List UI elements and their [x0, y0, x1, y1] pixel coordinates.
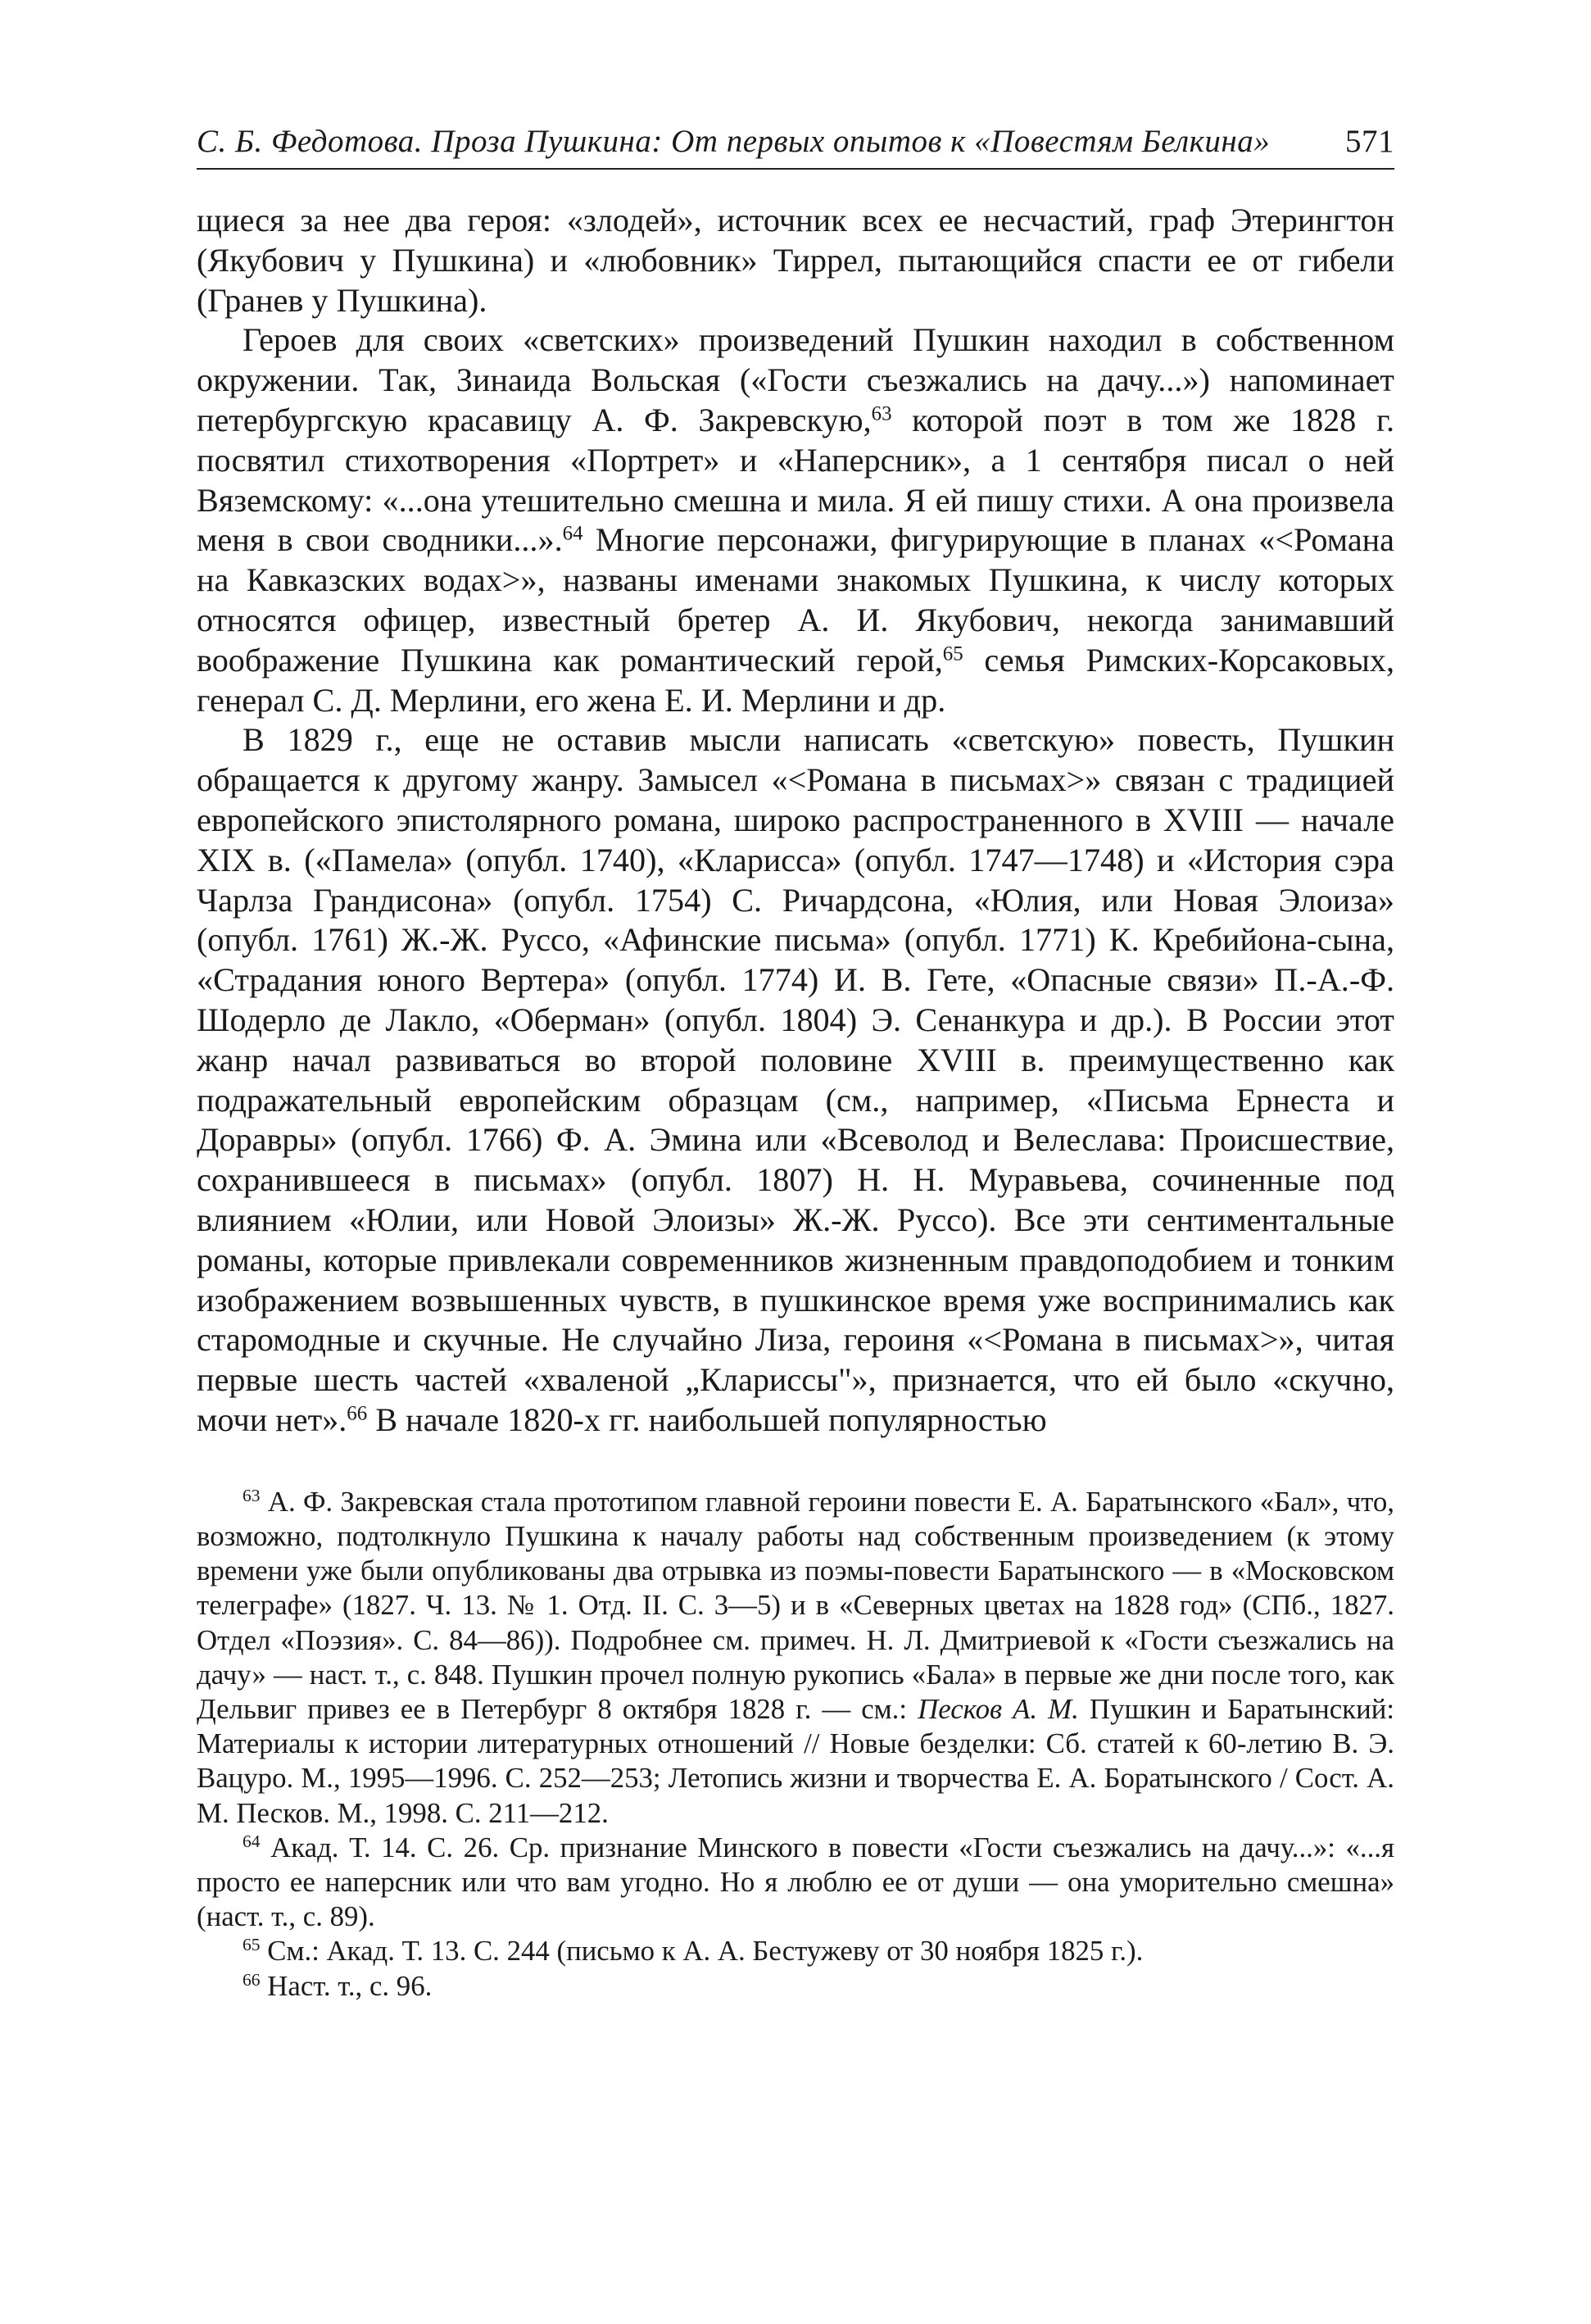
footnote-63-number: 63 — [243, 1485, 261, 1505]
footnote-63-text-a: А. Ф. Закревская стала прототипом главной героини повести Е. А. Баратынского «Бал», что, возможно, подтолкнуло Пушкина к началу работы над собственным произведением (к этому времени уже были опубликованы два отрывка из поэмы-повести Баратынского — в «Московском телеграфе» (1827. Ч. 13. № 1. Отд. II. С. 3—5) и в «Северных цветах на 1828 год» (СПб., 1827. Отдел «Поэзия». С. 84—86)). Подробнее см. примеч. Н. Л. Дмитриевой к «Гости съезжались на дачу» — наст. т., с. 848. Пушкин прочел полную рукопись «Бала» в первые же дни после того, как Дельвиг привез ее в Петербург 8 октября 1828 г. — см.: — [197, 1485, 1394, 1725]
footnote-63-text-b: Пушкин и Баратынский: Материалы к истории литературных отношений // Новые безделки: Сб. статей к 60-летию В. Э. Вацуро. М., 1995—1996. С. 252—253; Летопись жизни и творчества Е. А. Боратынского / Сост. А. М. Песков. М., 1998. С. 211—212. — [197, 1692, 1394, 1829]
footnote-63-author: Песков А. М. — [918, 1692, 1079, 1725]
footnote-66 — [197, 1969, 1394, 2004]
paragraph-2 — [197, 320, 1394, 720]
book-page — [197, 123, 1394, 2004]
page-number: 571 — [1345, 124, 1394, 159]
footnote-64-text: Акад. Т. 14. С. 26. Ср. признание Минского в повести «Гости съезжались на дачу...»: «...я просто ее наперсник или что вам угодно. Но я люблю ее от души — она уморительно смешна» (наст. т., с. 89). — [197, 1831, 1394, 1933]
footnote-63 — [197, 1485, 1394, 1831]
footnote-66-text: Наст. т., с. 96. — [260, 1969, 433, 2002]
paragraph-2-part-a: Героев для своих «светских» произведений Пушкин находил в собственном окружении. Так, Зинаида Вольская («Гости съезжались на дачу...») напоминает петербургскую красавицу А. Ф. Закревскую, — [197, 321, 1394, 438]
paragraph-2-part-b: которой поэт в том же 1828 г. посвятил стихотворения «Портрет» и «Наперсник», а 1 сентября писал о ней Вяземскому: «...она утешительно смешна и мила. Я ей пишу стихи. А она произвела меня в свои сводники...». — [197, 401, 1395, 559]
paragraph-2-part-d: семья Римских-Корсаковых, генерал С. Д. Мерлини, его жена Е. И. Мерлини и др. — [197, 641, 1394, 719]
footnote-64-number: 64 — [243, 1831, 261, 1851]
paragraph-1: щиеся за нее два героя: «злодей», источник всех ее несчастий, граф Этерингтон (Якубович у Пушкина) и «любовник» Тиррел, пытающийся спасти ее от гибели (Гранев у Пушкина). — [197, 202, 1394, 319]
footnote-64 — [197, 1831, 1394, 1935]
running-head — [197, 123, 1394, 170]
main-text — [197, 201, 1394, 1441]
footnote-65-number: 65 — [243, 1935, 261, 1955]
footnote-ref-63[interactable]: 63 — [871, 402, 892, 425]
footnote-ref-65[interactable]: 65 — [942, 642, 963, 665]
footnote-65 — [197, 1934, 1394, 1968]
paragraph-2-part-c: Многие персонажи, фигурирующие в планах «<Романа на Кавказских водах>», названы именами знакомых Пушкина, к числу которых относятся офицер, известный бретер А. И. Якубович, некогда занимавший воображение Пушкина как романтический герой, — [197, 521, 1394, 679]
paragraph-3 — [197, 720, 1394, 1440]
footnotes — [197, 1485, 1394, 2004]
paragraph-3-part-b: В начале 1820-х гг. наибольшей популярностью — [367, 1400, 1047, 1438]
footnote-65-text: См.: Акад. Т. 13. С. 244 (письмо к А. А. Бестужеву от 30 ноября 1825 г.). — [260, 1935, 1144, 1968]
footnote-ref-64[interactable]: 64 — [562, 522, 583, 545]
paragraph-3-part-a: В 1829 г., еще не оставив мысли написать «светскую» повесть, Пушкин обращается к другому жанру. Замысел «<Романа в письмах>» связан с традицией европейского эпистолярного романа, широко распространенного в XVIII — начале XIX в. («Памела» (опубл. 1740), «Кларисса» (опубл. 1747—1748) и «История сэра Чарлза Грандисона» (опубл. 1754) С. Ричардсона, «Юлия, или Новая Элоиза» (опубл. 1761) Ж.-Ж. Руссо, «Афинские письма» (опубл. 1771) К. Кребийона-сына, «Страдания юного Вертера» (опубл. 1774) И. В. Гете, «Опасные связи» П.-А.-Ф. Шодерло де Лакло, «Оберман» (опубл. 1804) Э. Сенанкура и др.). В России этот жанр начал развиваться во второй половине XVIII в. преимущественно как подражательный европейским образцам (см., например, «Письма Ернеста и Доравры» (опубл. 1766) Ф. А. Эмина или «Всеволод и Велеслава: Происшествие, сохранившееся в письмах» (опубл. 1807) Н. Н. Муравьева, сочиненные под влиянием «Юлии, или Новой Элоизы» Ж.-Ж. Руссо). Все эти сентиментальные романы, которые привлекали современников жизненным правдоподобием и тонким изображением возвышенных чувств, в пушкинское время уже воспринимались как старомодные и скучные. Не случайно Лиза, героиня «<Романа в письмах>», читая первые шесть частей «хваленой „Клариссы"», признается, что ей было «скучно, мочи нет». — [197, 721, 1394, 1438]
footnote-ref-66[interactable]: 66 — [347, 1402, 368, 1425]
footnote-66-number: 66 — [243, 1969, 261, 1990]
running-head-title: С. Б. Федотова. Проза Пушкина: От первых опытов к «Повестям Белкина» — [197, 124, 1271, 159]
